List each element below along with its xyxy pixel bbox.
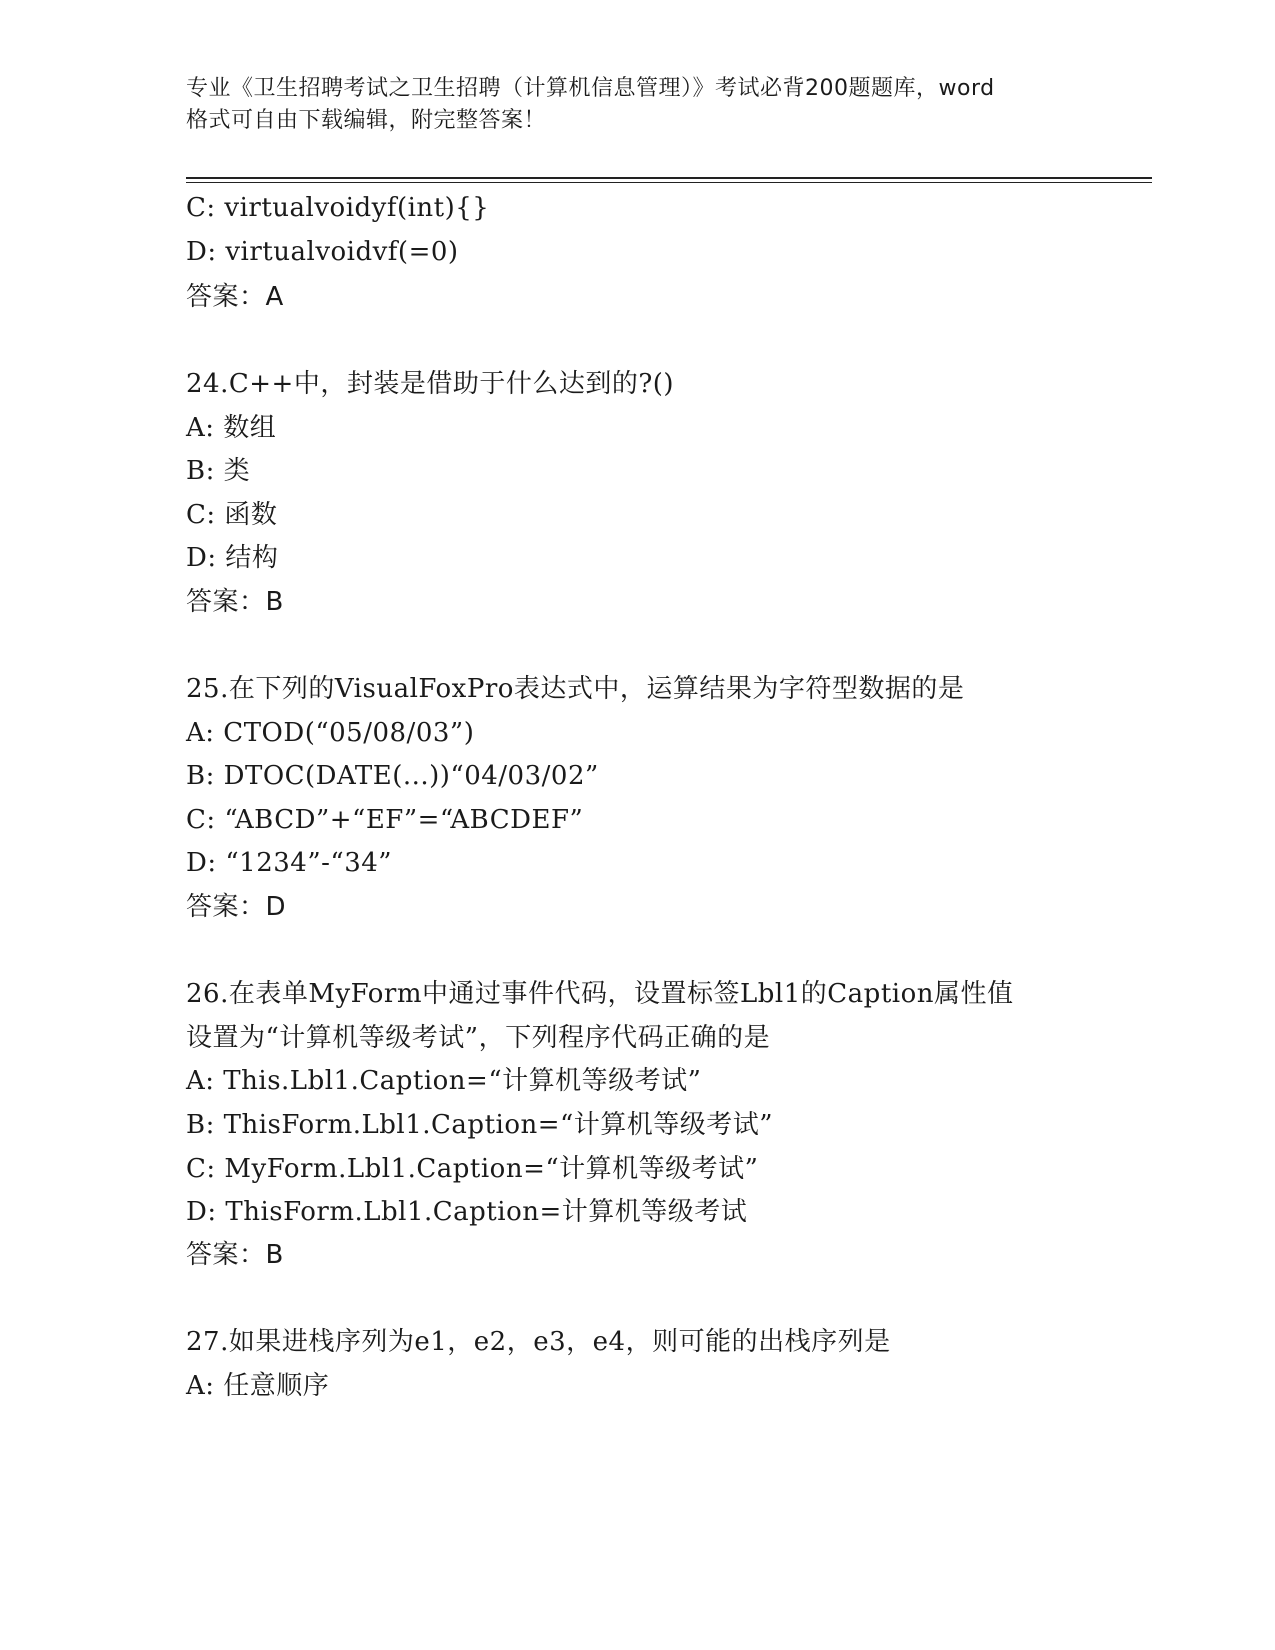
q26-question-line-2: 设置为“计算机等级考试”，下列程序代码正确的是 [186,1023,771,1053]
q24-option-c: C: 函数 [186,500,278,530]
q27-question: 27.如果进栈序列为e1，e2，e3，e4，则可能的出栈序列是 [186,1327,891,1357]
q24-answer: 答案：B [186,587,284,617]
q27-option-a: A: 任意顺序 [186,1371,330,1401]
header-line-1: 专业《卫生招聘考试之卫生招聘（计算机信息管理）》考试必背200题题库，word [186,76,995,101]
q23-option-d: D: virtualvoidvf(=0) [186,237,459,267]
q26-option-a: A: This.Lbl1.Caption=“计算机等级考试” [186,1066,702,1096]
q24-question: 24.C++中，封装是借助于什么达到的?() [186,369,675,399]
header-line-2: 格式可自由下载编辑，附完整答案！ [186,108,547,133]
q23-option-c: C: virtualvoidyf(int){} [186,193,490,223]
header-divider-thick [186,177,1152,179]
q25-answer: 答案：D [186,892,287,922]
q25-option-b: B: DTOC(DATE(...))“04/03/02” [186,761,599,791]
document-header [186,73,1106,137]
q26-answer: 答案：B [186,1240,284,1270]
q23-answer: 答案：A [186,282,284,312]
q26-option-c: C: MyForm.Lbl1.Caption=“计算机等级考试” [186,1154,759,1184]
q24-option-a: A: 数组 [186,413,277,443]
header-divider-thin [186,182,1152,183]
q25-option-a: A: CTOD(“05/08/03”) [186,718,475,748]
q26-question-line-1: 26.在表单MyForm中通过事件代码，设置标签Lbl1的Caption属性值 [186,979,1014,1009]
q25-option-c: C: “ABCD”+“EF”=“ABCDEF” [186,805,584,835]
q26-option-d: D: ThisForm.Lbl1.Caption=计算机等级考试 [186,1197,748,1227]
q25-option-d: D: “1234”-“34” [186,848,393,878]
q26-option-b: B: ThisForm.Lbl1.Caption=“计算机等级考试” [186,1110,774,1140]
q25-question: 25.在下列的VisualFoxPro表达式中，运算结果为字符型数据的是 [186,674,965,704]
q24-option-d: D: 结构 [186,543,279,573]
q24-option-b: B: 类 [186,456,251,486]
